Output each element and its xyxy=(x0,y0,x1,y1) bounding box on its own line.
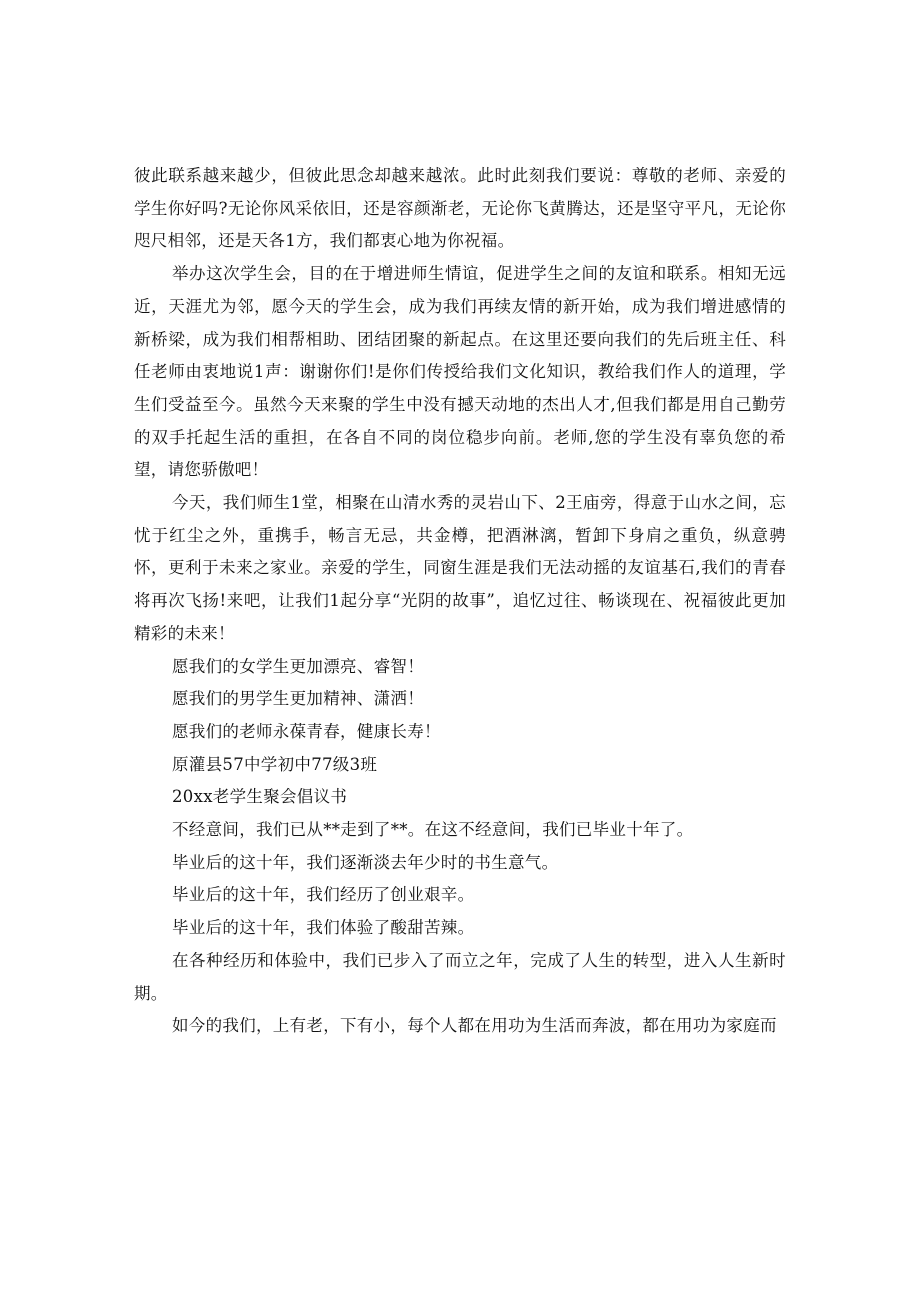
paragraph-after-graduation-3: 毕业后的这十年，我们体验了酸甜苦辣。 xyxy=(172,918,475,938)
paragraph-ten-years: 不经意间，我们已从**走到了**。在这不经意间，我们已毕业十年了。 xyxy=(172,820,694,840)
wish-male-students: 愿我们的男学生更加精神、潇洒！ xyxy=(172,689,424,709)
paragraph-nowadays: 如今的我们，上有老，下有小，每个人都在用功为生活而奔波，都在用功为家庭而 xyxy=(172,1016,777,1036)
paragraph-after-graduation-2: 毕业后的这十年，我们经历了创业艰辛。 xyxy=(172,885,475,905)
document-body xyxy=(134,160,786,1043)
paragraph-today: 今天，我们师生1堂，相聚在山清水秀的灵岩山下、2王庙旁，得意于山水之间，忘忧于红尘之外，重携手，畅言无忌，共金樽，把酒淋漓，暂卸下身肩之重负，纵意骋怀，更利于未来之家业。亲爱的学生，同窗生涯是我们无法动摇的友谊基石,我们的青春将再次飞扬!来吧，让我们1起分享“光阴的故事”，追忆过往、畅谈现在、祝福彼此更加精彩的未来！ xyxy=(134,493,786,643)
wish-teachers: 愿我们的老师永葆青春，健康长寿！ xyxy=(172,721,441,741)
paragraph-purpose: 举办这次学生会，目的在于增进师生情谊，促进学生之间的友谊和联系。相知无远近，天涯尤为邻，愿今天的学生会，成为我们再续友情的新开始，成为我们增进感情的新桥梁，成为我们相帮相助、团结团聚的新起点。在这里还要向我们的先后班主任、科任老师由衷地说1声：谢谢你们!是你们传授给我们文化知识，教给我们作人的道理，学生们受益至今。虽然今天来聚的学生中没有撼天动地的杰出人才,但我们都是用自己勤劳的双手托起生活的重担，在各自不同的岗位稳步向前。老师,您的学生没有辜负您的希望，请您骄傲吧！ xyxy=(134,264,786,480)
section-title: 20xx老学生聚会倡议书 xyxy=(172,787,348,807)
paragraph-experience: 在各种经历和体验中，我们已步入了而立之年，完成了人生的转型，进入人生新时期。 xyxy=(134,950,786,1003)
signature-class: 原灌县57中学初中77级3班 xyxy=(172,754,378,774)
paragraph-continuation: 彼此联系越来越少，但彼此思念却越来越浓。此时此刻我们要说：尊敬的老师、亲爱的学生你好吗?无论你风采依旧，还是容颜渐老，无论你飞黄腾达，还是坚守平凡，无论你咫尺相邻，还是天各1方，我们都衷心地为你祝福。 xyxy=(134,166,786,251)
paragraph-after-graduation-1: 毕业后的这十年，我们逐渐淡去年少时的书生意气。 xyxy=(172,852,559,872)
wish-female-students: 愿我们的女学生更加漂亮、睿智！ xyxy=(172,656,424,676)
